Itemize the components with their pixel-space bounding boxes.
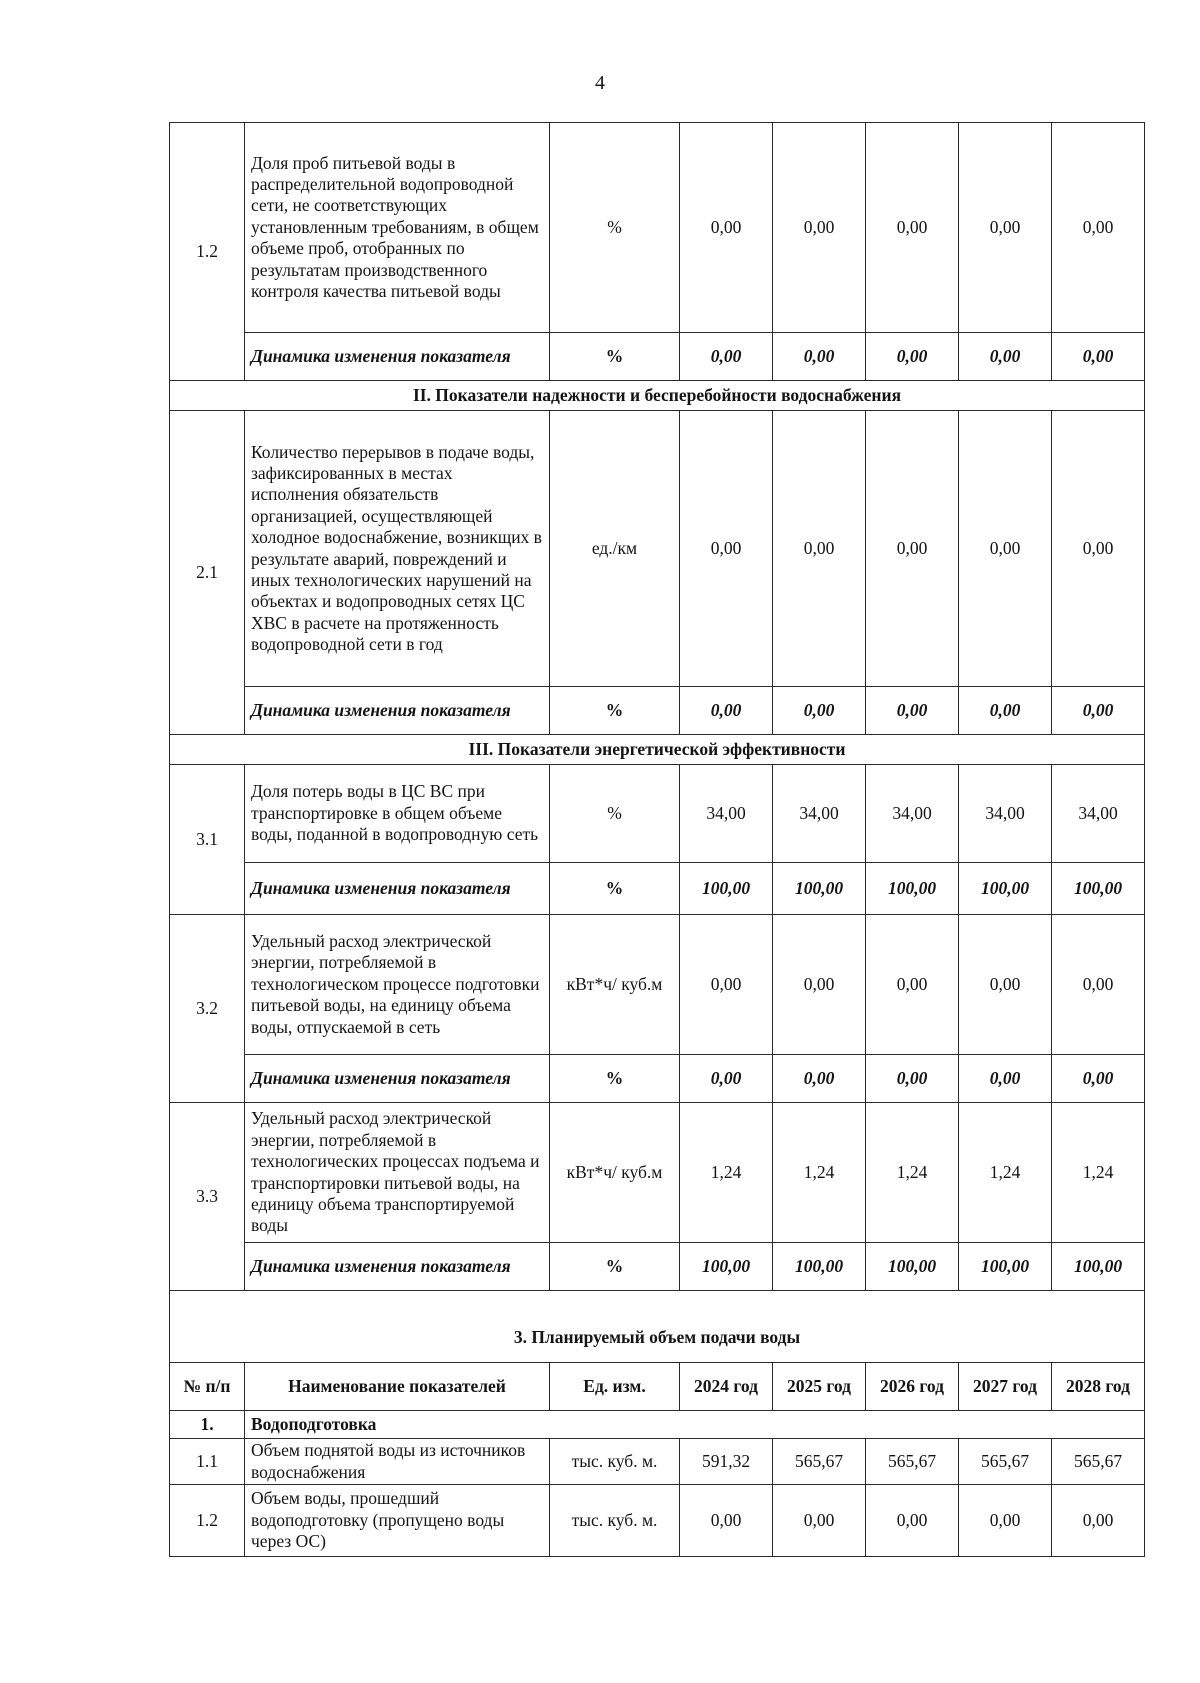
value-cell: 0,00 (773, 1055, 866, 1103)
value-cell: 0,00 (680, 411, 773, 687)
row-number: 1.2 (170, 123, 245, 381)
value-cell: 0,00 (773, 687, 866, 735)
value-cell: 100,00 (1052, 863, 1145, 915)
section-title: 3. Планируемый объем подачи воды (170, 1291, 1145, 1363)
value-cell: 34,00 (1052, 765, 1145, 863)
row-number: 1. (170, 1411, 245, 1439)
unit-cell: % (550, 123, 680, 333)
value-cell: 0,00 (866, 915, 959, 1055)
value-cell: 34,00 (773, 765, 866, 863)
row-number: 2.1 (170, 411, 245, 735)
value-cell: 0,00 (866, 687, 959, 735)
table-header-row (170, 1363, 1145, 1411)
value-cell: 0,00 (866, 123, 959, 333)
value-cell: 1,24 (866, 1103, 959, 1243)
section-heading-row (170, 381, 1145, 411)
value-cell: 0,00 (773, 123, 866, 333)
value-cell: 1,24 (680, 1103, 773, 1243)
table-row (170, 1439, 1145, 1485)
value-cell: 0,00 (959, 687, 1052, 735)
unit-cell: % (550, 333, 680, 381)
row-number: 3.2 (170, 915, 245, 1103)
value-cell: 0,00 (680, 123, 773, 333)
value-cell: 100,00 (959, 1243, 1052, 1291)
column-header-unit: Ед. изм. (550, 1363, 680, 1411)
column-header-year: 2027 год (959, 1363, 1052, 1411)
dynamics-row (170, 1243, 1145, 1291)
column-header-year: 2028 год (1052, 1363, 1145, 1411)
unit-cell: кВт*ч/ куб.м (550, 1103, 680, 1243)
value-cell: 34,00 (680, 765, 773, 863)
value-cell: 0,00 (773, 915, 866, 1055)
group-row (170, 1411, 1145, 1439)
column-header-year: 2026 год (866, 1363, 959, 1411)
value-cell: 0,00 (1052, 1055, 1145, 1103)
value-cell: 565,67 (959, 1439, 1052, 1485)
indicator-name: Удельный расход электрической энергии, потребляемой в технологическом процессе подготовки питьевой воды, на единицу объема воды, отпускаемой в сеть (245, 915, 550, 1055)
value-cell: 0,00 (680, 687, 773, 735)
column-header-number: № п/п (170, 1363, 245, 1411)
value-cell: 0,00 (866, 411, 959, 687)
value-cell: 100,00 (773, 863, 866, 915)
unit-cell: % (550, 863, 680, 915)
dynamics-row (170, 863, 1145, 915)
page-number: 4 (595, 72, 605, 94)
unit-cell: кВт*ч/ куб.м (550, 915, 680, 1055)
section-heading-row (170, 1291, 1145, 1363)
section-heading-row (170, 735, 1145, 765)
value-cell: 34,00 (866, 765, 959, 863)
value-cell: 0,00 (1052, 687, 1145, 735)
dynamics-row (170, 333, 1145, 381)
value-cell: 565,67 (866, 1439, 959, 1485)
value-cell: 565,67 (773, 1439, 866, 1485)
section-title: II. Показатели надежности и бесперебойности водоснабжения (170, 381, 1145, 411)
value-cell: 0,00 (680, 1055, 773, 1103)
dynamics-row (170, 1055, 1145, 1103)
dynamics-row (170, 687, 1145, 735)
indicator-name: Количество перерывов в подаче воды, зафиксированных в местах исполнения обязательств организацией, осуществляющей холодное водоснабжение, возникщих в результате аварий, повреждений и иных технологических нарушений на объектах и водопроводных сетях ЦС ХВС в расчете на протяженность водопроводной сети в год (245, 411, 550, 687)
unit-cell: тыс. куб. м. (550, 1485, 680, 1557)
value-cell: 0,00 (1052, 333, 1145, 381)
dynamics-label: Динамика изменения показателя (245, 1055, 550, 1103)
unit-cell: % (550, 765, 680, 863)
value-cell: 0,00 (959, 333, 1052, 381)
value-cell: 0,00 (959, 1485, 1052, 1557)
value-cell: 0,00 (866, 333, 959, 381)
dynamics-label: Динамика изменения показателя (245, 1243, 550, 1291)
value-cell: 0,00 (1052, 411, 1145, 687)
group-name: Водоподготовка (245, 1411, 1145, 1439)
value-cell: 0,00 (680, 915, 773, 1055)
value-cell: 0,00 (773, 333, 866, 381)
table-row (170, 1485, 1145, 1557)
value-cell: 0,00 (959, 1055, 1052, 1103)
row-number: 3.3 (170, 1103, 245, 1291)
value-cell: 0,00 (959, 915, 1052, 1055)
column-header-year: 2024 год (680, 1363, 773, 1411)
value-cell: 0,00 (1052, 915, 1145, 1055)
value-cell: 0,00 (680, 333, 773, 381)
unit-cell: % (550, 687, 680, 735)
indicator-name: Доля проб питьевой воды в распределительной водопроводной сети, не соответствующих установленным требованиям, в общем объеме проб, отобранных по результатам производственного контроля качества питьевой воды (245, 123, 550, 333)
value-cell: 100,00 (866, 1243, 959, 1291)
value-cell: 0,00 (866, 1485, 959, 1557)
unit-cell: % (550, 1243, 680, 1291)
value-cell: 591,32 (680, 1439, 773, 1485)
table-row (170, 915, 1145, 1055)
unit-cell: тыс. куб. м. (550, 1439, 680, 1485)
dynamics-label: Динамика изменения показателя (245, 863, 550, 915)
value-cell: 100,00 (866, 863, 959, 915)
value-cell: 1,24 (773, 1103, 866, 1243)
column-header-year: 2025 год (773, 1363, 866, 1411)
indicator-name: Объем поднятой воды из источников водоснабжения (245, 1439, 550, 1485)
row-number: 1.2 (170, 1485, 245, 1557)
indicators-table (169, 122, 1145, 1557)
value-cell: 100,00 (773, 1243, 866, 1291)
value-cell: 0,00 (959, 411, 1052, 687)
value-cell: 0,00 (1052, 1485, 1145, 1557)
value-cell: 0,00 (773, 411, 866, 687)
row-number: 3.1 (170, 765, 245, 915)
value-cell: 0,00 (773, 1485, 866, 1557)
table-row (170, 1103, 1145, 1243)
indicator-name: Объем воды, прошедший водоподготовку (пропущено воды через ОС) (245, 1485, 550, 1557)
value-cell: 100,00 (959, 863, 1052, 915)
value-cell: 0,00 (866, 1055, 959, 1103)
dynamics-label: Динамика изменения показателя (245, 687, 550, 735)
unit-cell: % (550, 1055, 680, 1103)
value-cell: 100,00 (680, 1243, 773, 1291)
value-cell: 1,24 (959, 1103, 1052, 1243)
table-row (170, 123, 1145, 333)
indicator-name: Удельный расход электрической энергии, потребляемой в технологических процессах подъема и транспортировки питьевой воды, на единицу объема транспортируемой воды (245, 1103, 550, 1243)
value-cell: 100,00 (1052, 1243, 1145, 1291)
value-cell: 100,00 (680, 863, 773, 915)
value-cell: 34,00 (959, 765, 1052, 863)
unit-cell: ед./км (550, 411, 680, 687)
section-title: III. Показатели энергетической эффективности (170, 735, 1145, 765)
value-cell: 1,24 (1052, 1103, 1145, 1243)
value-cell: 0,00 (959, 123, 1052, 333)
dynamics-label: Динамика изменения показателя (245, 333, 550, 381)
value-cell: 0,00 (1052, 123, 1145, 333)
value-cell: 0,00 (680, 1485, 773, 1557)
table-row (170, 411, 1145, 687)
table-row (170, 765, 1145, 863)
column-header-name: Наименование показателей (245, 1363, 550, 1411)
indicator-name: Доля потерь воды в ЦС ВС при транспортировке в общем объеме воды, поданной в водопроводную сеть (245, 765, 550, 863)
row-number: 1.1 (170, 1439, 245, 1485)
value-cell: 565,67 (1052, 1439, 1145, 1485)
